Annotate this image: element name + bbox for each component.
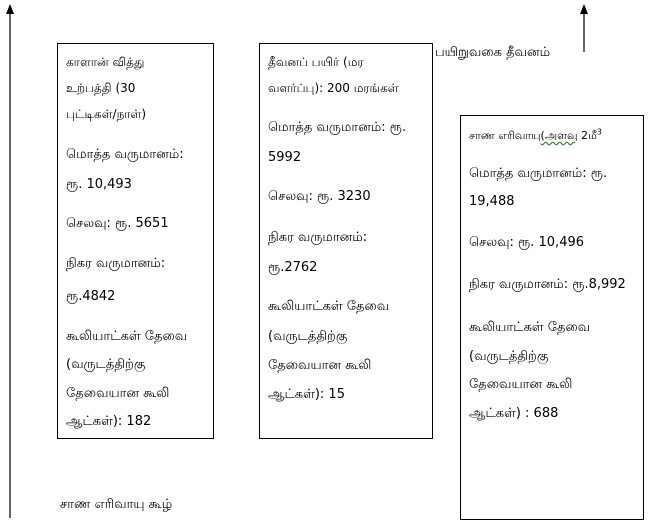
biogas-line-4: நிகர வருமானம்: ரூ.8,992	[469, 277, 626, 292]
fodder-tree-line-3: மொத்த வருமானம்: ரூ.	[268, 120, 407, 135]
biogas-line-3: செலவு: ரூ. 10,496	[469, 235, 585, 250]
mushroom-line-12: ஆட்கள்): 182	[66, 414, 152, 429]
mushroom-line-3: புட்டிகள்/நாள்)	[66, 107, 147, 121]
biogas-line-7: தேவையான கூலி	[469, 377, 573, 392]
biogas-title-suffix: 2மீ	[577, 129, 597, 142]
mushroom-line-6: செலவு: ரூ. 5651	[66, 216, 169, 231]
mushroom-line-5: ரூ. 10,493	[66, 177, 132, 192]
mushroom-line-4: மொத்த வருமானம்:	[66, 147, 184, 162]
left-axis-arrowhead	[6, 4, 14, 14]
fodder-tree-line-7: ரூ.2762	[268, 260, 318, 275]
top-right-label: பயிறுவகை தீவனம்	[435, 45, 551, 60]
biogas-line-5: கூலியாட்கள் தேவை	[469, 320, 591, 335]
biogas-title-squiggle: (அளவு	[540, 129, 578, 142]
fodder-tree-line-6: நிகர வருமானம்:	[268, 230, 368, 245]
fodder-tree-line-4: 5992	[268, 150, 302, 165]
fodder-tree-line-2: வளர்ப்பு): 200 மரங்கள்	[268, 81, 399, 95]
mushroom-line-11: தேவையான கூலி	[66, 386, 170, 401]
mushroom-line-8: ரூ.4842	[66, 289, 116, 304]
biogas-line-2: 19,488	[469, 194, 515, 209]
fodder-tree-line-11: ஆட்கள்): 15	[268, 387, 345, 402]
biogas-title-prefix: சாண எரிவாயு	[469, 129, 541, 142]
biogas-box	[460, 115, 644, 520]
fodder-tree-line-8: கூலியாட்கள் தேவை	[268, 299, 390, 314]
mushroom-box	[57, 43, 214, 439]
mushroom-line-9: கூலியாட்கள் தேவை	[66, 329, 188, 344]
biogas-line-8: ஆட்கள்) : 688	[469, 406, 559, 421]
mushroom-line-1: காளான் வித்து	[66, 55, 145, 69]
fodder-tree-box	[259, 43, 433, 439]
biogas-line-6: (வருடத்திற்கு	[469, 349, 549, 364]
x-axis-label: சாண எரிவாயு கூழ்	[60, 497, 173, 512]
fodder-tree-line-10: தேவையான கூலி	[268, 358, 372, 373]
biogas-line-1: மொத்த வருமானம்: ரூ.	[469, 166, 608, 181]
fodder-tree-line-1: தீவனப் பயிர் (மர	[268, 55, 364, 69]
fodder-tree-line-5: செலவு: ரூ. 3230	[268, 189, 371, 204]
fodder-tree-line-9: (வருடத்திற்கு	[268, 329, 348, 344]
biogas-title-sup: 3	[596, 127, 603, 137]
biogas-title	[469, 128, 602, 144]
mushroom-line-10: (வருடத்திற்கு	[66, 357, 146, 372]
mushroom-line-2: உற்பத்தி (30	[66, 81, 136, 95]
mushroom-line-7: நிகர வருமானம்:	[66, 256, 166, 271]
right-axis-arrowhead	[580, 4, 588, 14]
